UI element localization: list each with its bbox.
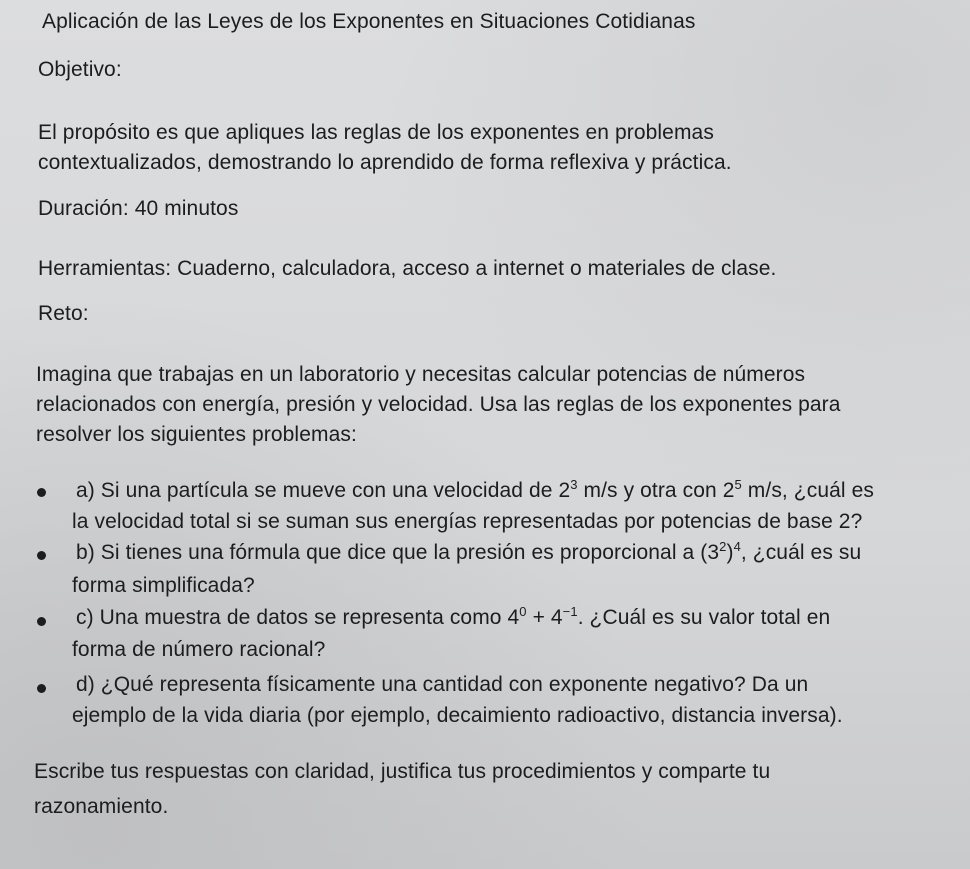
reto-text-line: resolver los siguientes problemas: [36, 423, 357, 446]
reto-text-line: Imagina que trabajas en un laboratorio y necesitas calcular potencias de números [36, 363, 806, 386]
power-exponent: 2 [719, 539, 727, 554]
power-base: 2 [558, 479, 571, 502]
page-title: Aplicación de las Leyes de los Exponentes en Situaciones Cotidianas [42, 10, 696, 33]
closing-text-line: Escribe tus respuestas con claridad, justifica tus procedimientos y comparte tu [34, 760, 771, 783]
power-base: 4 [507, 606, 520, 629]
power-base: + 4 [526, 606, 563, 629]
power-exponent: 4 [733, 539, 741, 554]
closing-text-line: razonamiento. [34, 795, 169, 818]
item-text: a) Si una partícula se mueve con una velocidad de [76, 479, 559, 502]
power-exponent: −1 [562, 604, 578, 619]
bullet-icon [37, 684, 46, 693]
bullet-icon [37, 551, 46, 560]
bullet-icon [37, 488, 46, 497]
list-item-d-continuation: ejemplo de la vida diaria (por ejemplo, decaimiento radioactivo, distancia inversa). [72, 704, 843, 727]
list-item-b-line [76, 541, 861, 565]
item-text: m/s y otra con [577, 479, 723, 502]
reto-label: Reto: [38, 302, 89, 325]
power-base: (3 [700, 541, 720, 564]
objetivo-text-line: El propósito es que apliques las reglas de los exponentes en problemas [38, 121, 714, 144]
herramientas-text: Herramientas: Cuaderno, calculadora, acceso a internet o materiales de clase. [38, 257, 777, 280]
list-item-c-line [76, 606, 830, 630]
power-base: ) [726, 541, 734, 564]
list-item-b-continuation: forma simplificada? [72, 574, 255, 597]
list-item-a-line [76, 479, 874, 503]
item-text: . ¿Cuál es su valor total en [577, 606, 831, 629]
objetivo-text-line: contextualizados, demostrando lo aprendido de forma reflexiva y práctica. [38, 151, 732, 174]
item-text: b) Si tienes una fórmula que dice que la presión es proporcional a [76, 541, 701, 564]
item-text: c) Una muestra de datos se representa como [76, 606, 508, 629]
bullet-icon [37, 617, 46, 626]
item-text: m/s, ¿cuál es [741, 479, 874, 502]
duracion-text: Duración: 40 minutos [38, 197, 239, 220]
power-exponent: 3 [570, 477, 578, 492]
item-text: , ¿cuál es su [740, 541, 862, 564]
list-item-c-continuation: forma de número racional? [72, 638, 326, 661]
reto-text-line: relacionados con energía, presión y velocidad. Usa las reglas de los exponentes para [36, 393, 841, 416]
power-exponent: 0 [519, 604, 527, 619]
power-exponent: 5 [734, 477, 742, 492]
power-base: 2 [722, 479, 735, 502]
objetivo-label: Objetivo: [38, 58, 122, 81]
list-item-d-line: d) ¿Qué representa físicamente una cantidad con exponente negativo? Da un [76, 673, 809, 696]
list-item-a-continuation: la velocidad total si se suman sus energías representadas por potencias de base 2? [72, 510, 863, 533]
